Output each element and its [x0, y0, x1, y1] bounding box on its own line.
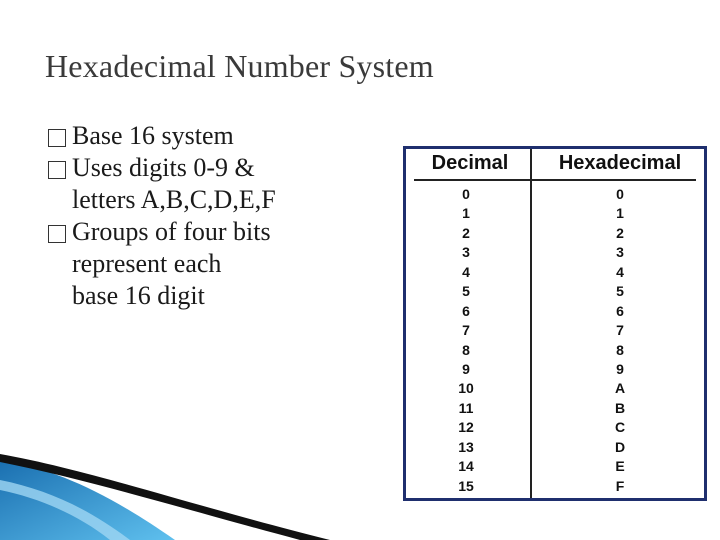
hex-cell: 1: [616, 205, 624, 222]
hex-cell: 6: [616, 302, 624, 319]
decimal-cell: 5: [462, 283, 470, 300]
hexadecimal-column: [590, 185, 650, 496]
bullet-marker-icon: [48, 225, 66, 243]
bullet-list: [48, 120, 378, 312]
decimal-cell: 9: [462, 360, 470, 377]
decimal-cell: 10: [458, 380, 474, 397]
bullet-item: [48, 152, 378, 216]
hex-cell: 3: [616, 244, 624, 261]
hex-cell: B: [614, 399, 626, 416]
bullet-marker-icon: [48, 161, 66, 179]
decimal-cell: 12: [458, 419, 474, 436]
decimal-cell: 13: [458, 438, 474, 455]
hex-cell: 7: [616, 322, 624, 339]
hex-cell: 9: [616, 360, 624, 377]
bullet-item: [48, 120, 378, 152]
bullet-line: letters A,B,C,D,E,F: [72, 185, 276, 214]
bullet-marker-icon: [48, 129, 66, 147]
hex-cell: 2: [616, 224, 624, 241]
hex-cell: 0: [616, 186, 624, 202]
decimal-cell: 0: [462, 186, 470, 202]
hex-conversion-table: [403, 146, 707, 501]
decimal-cell: 1: [462, 205, 470, 222]
decimal-cell: 15: [458, 477, 474, 494]
hex-cell: F: [615, 477, 625, 494]
hex-cell: E: [615, 458, 625, 475]
hex-cell: A: [614, 380, 626, 397]
decimal-cell: 2: [462, 224, 470, 241]
bullet-line: Uses digits 0-9 &: [72, 153, 255, 182]
bullet-line: Groups of four bits: [72, 217, 271, 246]
hex-cell: 4: [616, 263, 624, 280]
hex-cell: 8: [616, 341, 624, 358]
decimal-cell: 11: [458, 399, 474, 416]
header-divider: [414, 179, 696, 181]
header-hexadecimal: Hexadecimal: [558, 152, 682, 174]
decimal-cell: 7: [462, 322, 470, 339]
decimal-cell: 8: [462, 341, 470, 358]
bullet-line: represent each: [72, 249, 222, 278]
bullet-line: base 16 digit: [72, 281, 205, 310]
column-divider: [530, 149, 532, 498]
decimal-cell: 4: [462, 263, 470, 280]
bullet-line: Base 16 system: [72, 121, 234, 150]
bullet-item: [48, 216, 378, 312]
decimal-cell: 14: [458, 458, 474, 475]
hex-cell: 5: [616, 283, 624, 300]
hex-cell: D: [614, 438, 626, 455]
header-decimal: Decimal: [431, 152, 509, 174]
decimal-column: [436, 185, 496, 496]
slide-title: Hexadecimal Number System: [45, 48, 434, 84]
swoosh-blue-shape: [0, 460, 175, 540]
decimal-cell: 3: [462, 244, 470, 261]
hex-cell: C: [614, 419, 626, 436]
decimal-cell: 6: [462, 302, 470, 319]
swoosh-decoration: [0, 440, 330, 540]
